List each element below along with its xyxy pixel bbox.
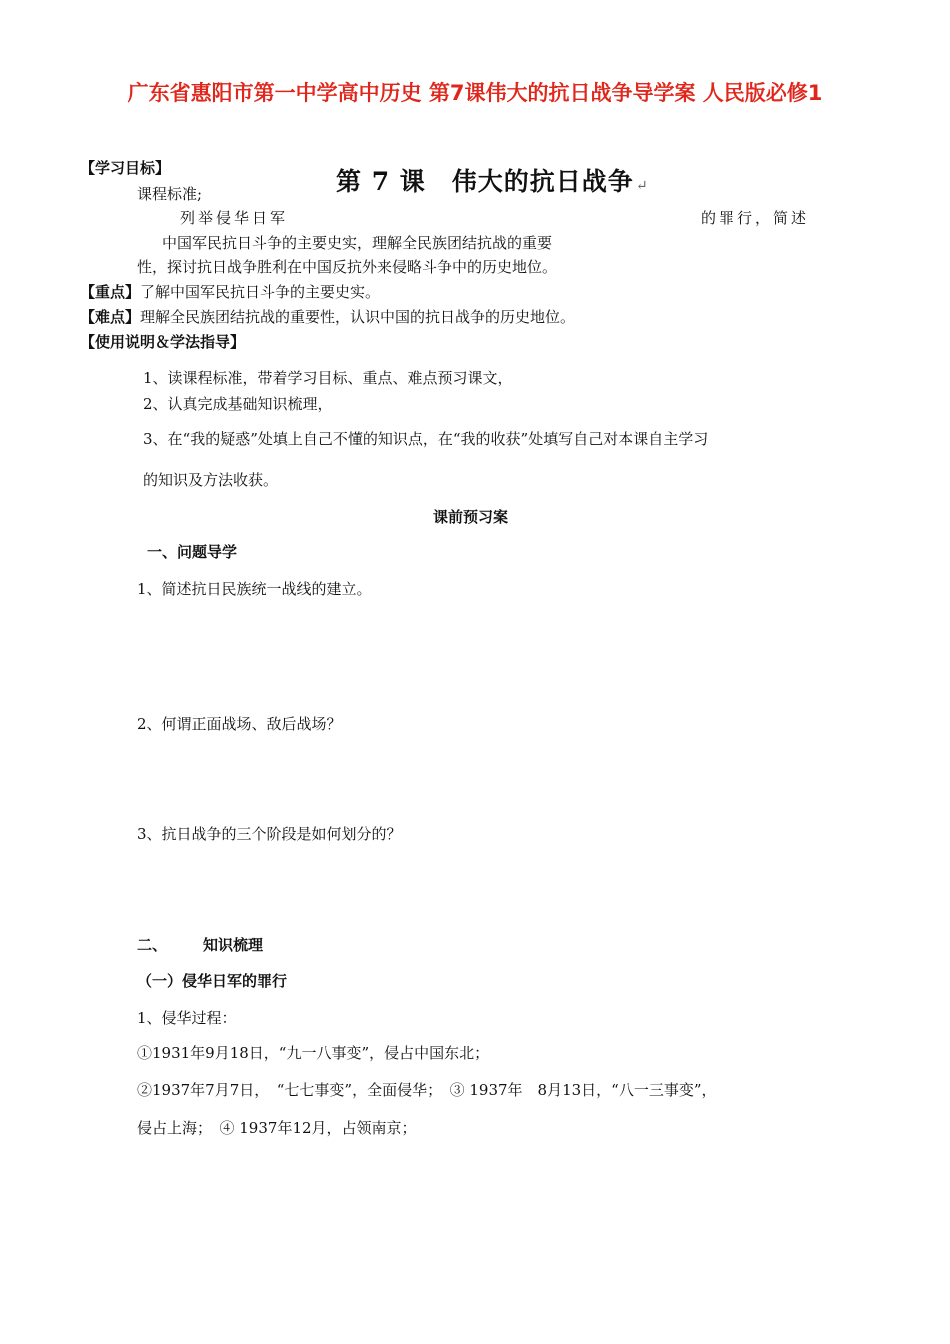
question-2: 2、何谓正面战场、敌后战场？ xyxy=(137,715,342,733)
guide-label: 【使用说明＆学法指导】 xyxy=(80,333,246,351)
lesson-title xyxy=(336,162,649,198)
difficulty xyxy=(80,306,575,327)
objectives-line1-right: 的罪行，简述 xyxy=(701,209,810,227)
guide-item-3-line1: 3、在“我的疑惑”处填上自己不懂的知识点，在“我的收获”处填写自己对本课自主学习 xyxy=(143,430,709,448)
objectives-label: 【学习目标】 xyxy=(80,159,171,177)
section2-number: 二、 xyxy=(137,936,168,954)
objectives-line1-left: 列举侵华日军 xyxy=(180,209,289,227)
guide-item-1: 1、读课程标准，带着学习目标、重点、难点预习课文， xyxy=(143,369,513,387)
lesson-title-text: 第 7 课 伟大的抗日战争 xyxy=(336,167,634,196)
guide-item-2: 2、认真完成基础知识梳理， xyxy=(143,395,333,413)
difficulty-text: 理解全民族团结抗战的重要性，认识中国的抗日战争的历史地位。 xyxy=(140,308,576,326)
preview-heading: 课前预习案 xyxy=(433,508,509,526)
invasion-line-3: 侵占上海； ④ 1937年12月，占领南京； xyxy=(137,1119,417,1137)
key-point xyxy=(80,281,380,302)
invasion-item-1: 1、侵华过程： xyxy=(137,1009,237,1027)
question-3: 3、抗日战争的三个阶段是如何划分的？ xyxy=(137,825,402,843)
section2-heading: 知识梳理 xyxy=(203,936,264,954)
return-mark-icon: ↵ xyxy=(635,178,649,194)
section1-heading: 一、问题导学 xyxy=(147,543,238,561)
key-point-label: 【重点】 xyxy=(80,283,141,301)
guide-item-3-line2: 的知识及方法收获。 xyxy=(143,471,279,489)
objectives-line3: 性，探讨抗日战争胜利在中国反抗外来侵略斗争中的历史地位。 xyxy=(137,258,558,276)
question-1: 1、简述抗日民族统一战线的建立。 xyxy=(137,580,372,598)
difficulty-label: 【难点】 xyxy=(80,308,141,326)
invasion-line-1: ①1931年9月18日，“九一八事变”，侵占中国东北； xyxy=(137,1044,490,1062)
objectives-line2: 中国军民抗日斗争的主要史实，理解全民族团结抗战的重要 xyxy=(162,234,553,252)
section2-subheading: （一）侵华日军的罪行 xyxy=(137,972,288,990)
document-title: 广东省惠阳市第一中学高中历史 第7课伟大的抗日战争导学案 人民版必修1 xyxy=(127,81,823,105)
key-point-text: 了解中国军民抗日斗争的主要史实。 xyxy=(140,283,381,301)
invasion-line-2: ②1937年7月7日， “七七事变”，全面侵华； ③ 1937年 8月13日，“八一三事变”， xyxy=(137,1081,717,1099)
standard-label: 课程标准; xyxy=(137,185,203,203)
